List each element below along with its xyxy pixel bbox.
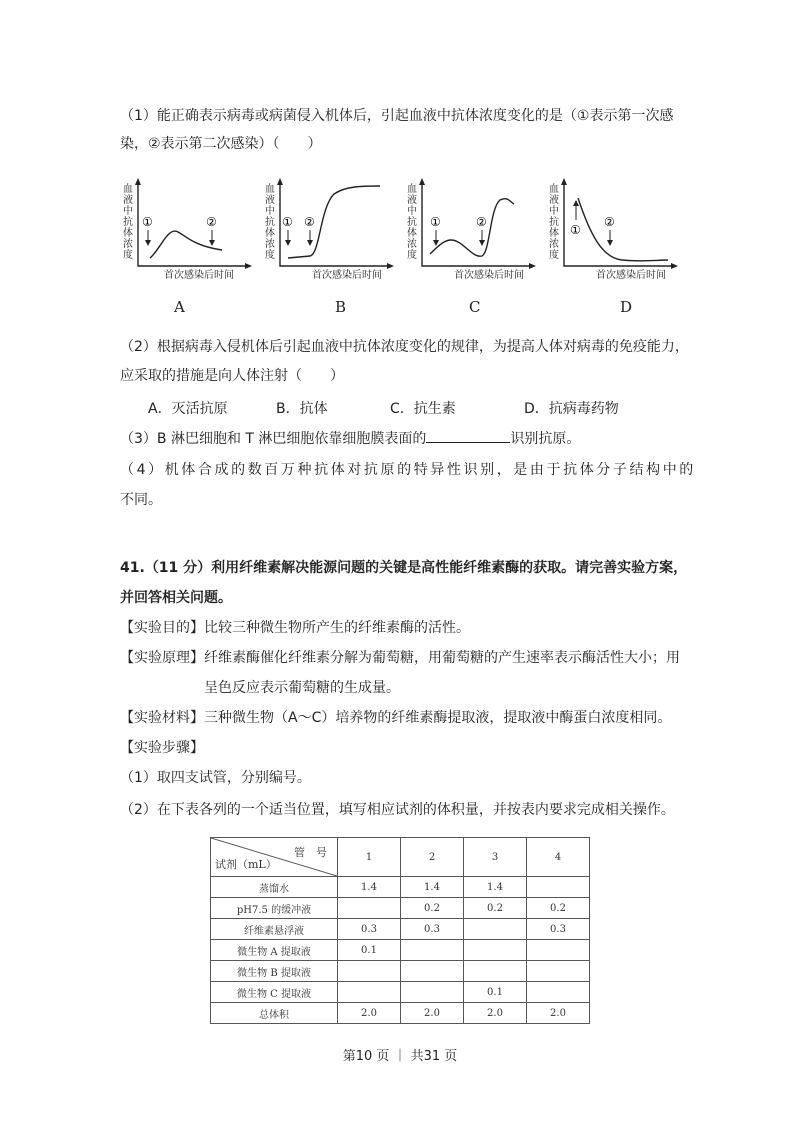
q41-steps-title: 【实验步骤】	[120, 740, 204, 756]
q41-step2: （2）在下表各列的一个适当位置，填写相应试剂的体积量，并按表内要求完成相关操作。	[120, 802, 675, 818]
table-cell: 0.2	[401, 898, 464, 919]
graph-b	[262, 178, 422, 296]
q41-materials: 【实验材料】三种微生物（A～C）培养物的纤维素酶提取液，提取液中酶蛋白浓度相同。	[120, 710, 672, 726]
graph-c	[404, 178, 564, 296]
q2-option-a: A．灭活抗原	[148, 401, 228, 417]
table-cell: 0.3	[338, 919, 401, 940]
graph-y-label: 血液中抗体浓度	[265, 184, 275, 261]
table-cell: 0.3	[527, 919, 590, 940]
graph-x-label: 首次感染后时间	[312, 270, 382, 281]
svg-text:①: ①	[570, 223, 581, 237]
table-row-label: 蒸馏水	[211, 877, 338, 898]
q4-line2: 不同。	[120, 492, 162, 508]
table-cell: 0.2	[464, 898, 527, 919]
q41-principle-line2: 呈色反应表示葡萄糖的生成量。	[204, 680, 400, 696]
table-row-label: 总体积	[211, 1003, 338, 1024]
table-header-reagent: 试剂（mL）	[215, 858, 277, 871]
table-cell	[464, 940, 527, 961]
graph-y-label: 血液中抗体浓度	[407, 184, 417, 261]
graph-a	[120, 178, 280, 296]
graph-y-label: 血液中抗体浓度	[549, 184, 559, 261]
table-cell	[464, 919, 527, 940]
q41-step1: （1）取四支试管，分别编号。	[120, 770, 311, 786]
page-footer: 第10 页 ｜ 共31 页	[342, 1049, 458, 1064]
q3-before: （3）B 淋巴细胞和 T 淋巴细胞依靠细胞膜表面的	[120, 431, 427, 447]
table-row	[211, 940, 590, 961]
q2-option-c: C．抗生素	[390, 401, 456, 417]
graph-x-label: 首次感染后时间	[454, 270, 524, 281]
table-cell	[527, 877, 590, 898]
graph-letter-c: C	[469, 298, 481, 316]
q3-after: 识别抗原。	[510, 431, 581, 447]
table-row-label: 微生物 B 提取液	[211, 961, 338, 982]
graph-d	[546, 178, 706, 296]
q2-line1: （2）根据病毒入侵机体后引起血液中抗体浓度变化的规律，为提高人体对病毒的免疫能力，	[120, 339, 689, 355]
table-tube-4: 4	[527, 838, 590, 877]
graph-x-label: 首次感染后时间	[596, 270, 666, 281]
table-cell	[464, 961, 527, 982]
table-row	[211, 1003, 590, 1024]
table-cell: 0.2	[527, 898, 590, 919]
table-row	[211, 961, 590, 982]
table-cell: 0.1	[464, 982, 527, 1003]
svg-text:②: ②	[304, 215, 315, 229]
table-row-label: 微生物 A 提取液	[211, 940, 338, 961]
table-cell	[401, 961, 464, 982]
graph-letter-d: D	[620, 298, 633, 316]
q2-option-b: B．抗体	[276, 401, 328, 417]
q3-line	[120, 428, 580, 449]
table-tube-3: 3	[464, 838, 527, 877]
table-cell	[338, 982, 401, 1003]
table-cell: 1.4	[401, 877, 464, 898]
table-row	[211, 898, 590, 919]
svg-text:①: ①	[282, 215, 293, 229]
table-cell	[527, 940, 590, 961]
q1-line2: 染，②表示第二次感染）（ ）	[120, 136, 322, 152]
graph-letter-b: B	[335, 298, 347, 316]
table-cell	[401, 982, 464, 1003]
svg-text:②: ②	[476, 215, 487, 229]
q4-line1: （4）机体合成的数百万种抗体对抗原的特异性识别，是由于抗体分子结构中的	[120, 462, 696, 478]
table-cell: 2.0	[401, 1003, 464, 1024]
svg-text:①: ①	[430, 215, 441, 229]
table-cell	[401, 940, 464, 961]
table-cell	[338, 961, 401, 982]
graph-x-label: 首次感染后时间	[164, 270, 234, 281]
table-row	[211, 982, 590, 1003]
table-row	[211, 877, 590, 898]
table-row-label: 微生物 C 提取液	[211, 982, 338, 1003]
table-cell: 0.3	[401, 919, 464, 940]
svg-text:②: ②	[604, 215, 615, 229]
table-header-diagonal-cell	[211, 838, 338, 877]
table-cell: 2.0	[464, 1003, 527, 1024]
table-cell: 1.4	[464, 877, 527, 898]
q2-option-d: D．抗病毒药物	[524, 401, 619, 417]
table-cell	[338, 898, 401, 919]
table-tube-1: 1	[338, 838, 401, 877]
svg-text:①: ①	[142, 215, 153, 229]
table-cell	[527, 961, 590, 982]
table-row-label: 纤维素悬浮液	[211, 919, 338, 940]
q41-principle-line1: 【实验原理】纤维素酶催化纤维素分解为葡萄糖，用葡萄糖的产生速率表示酶活性大小；用	[120, 650, 680, 666]
q2-line2: 应采取的措施是向人体注射（ ）	[120, 368, 344, 384]
table-cell: 1.4	[338, 877, 401, 898]
q3-answer-blank	[426, 428, 510, 443]
table-row-label: pH7.5 的缓冲液	[211, 898, 338, 919]
graph-y-label: 血液中抗体浓度	[123, 184, 133, 261]
table-cell: 2.0	[338, 1003, 401, 1024]
table-cell: 0.1	[338, 940, 401, 961]
table-header-tube: 管 号	[294, 846, 327, 859]
q41-purpose: 【实验目的】比较三种微生物所产生的纤维素酶的活性。	[120, 620, 470, 636]
table-row	[211, 919, 590, 940]
graph-letter-a: A	[174, 298, 185, 316]
table-cell	[527, 982, 590, 1003]
svg-text:②: ②	[206, 215, 217, 229]
table-tube-2: 2	[401, 838, 464, 877]
q41-title-line2: 并回答相关问题。	[120, 590, 232, 606]
q1-line1: （1）能正确表示病毒或病菌侵入机体后，引起血液中抗体浓度变化的是（①表示第一次感	[120, 108, 674, 124]
q41-title-line1: 41.（11 分）利用纤维素解决能源问题的关键是高性能纤维素酶的获取。请完善实验方案，	[120, 560, 688, 576]
reagent-table	[210, 837, 590, 1024]
table-cell: 2.0	[527, 1003, 590, 1024]
